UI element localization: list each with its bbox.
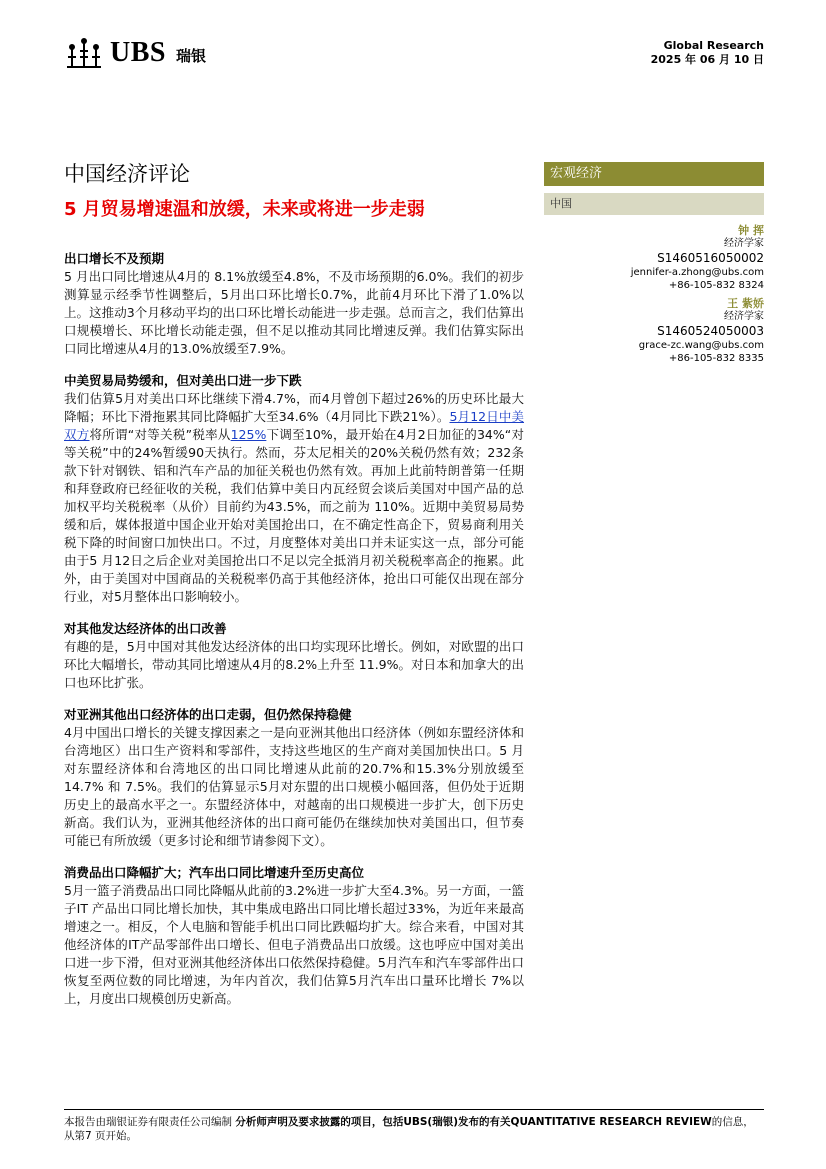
analyst-card [639,297,764,365]
section-text [64,390,524,606]
section-heading: 出口增长不及预期 [64,251,165,266]
section-text-part: 下调至10%，最开始在4月2日加征的34%“对等关税”中的24%暂缓90天执行。然而，芬太尼相关的20%关税仍然有效；232条款下针对钢铁、铝和汽车产品的加征关税也仍然有效。再加上此前特朗普第一任期和拜登政府已经征收的关税，我们估算中美日内瓦经贸会谈后美国对中国产品的总加权平均关税税率（从价）目前约为43.5%，而之前为 110%。近期中美贸易局势缓和后，媒体报道中国企业开始对美国抢出口，在不确定性高企下，贸易商利用关税下降的时间窗口加快出口。不过，月度整体对美出口并未证实这一点，部分可能由于5 月12日之后企业对美国抢出口不足以完全抵消月初关税税率高企的拖累。此外，由于美国对中国商品的关税税率仍高于其他经济体，抢出口可能仅出现在部分行业，对5月整体出口影响较小。 [64,427,524,604]
report-title: 中国经济评论 [64,162,190,186]
section-asia-exporters [64,705,524,850]
section-consumer-auto [64,863,524,1008]
report-subtitle: 5 月贸易增速温和放缓，未来或将进一步走弱 [64,199,425,220]
section-export-growth [64,250,524,358]
analyst-email[interactable]: jennifer-a.zhong@ubs.com [630,267,764,278]
analyst-phone: +86-105-832 8335 [668,353,764,364]
section-heading: 对其他发达经济体的出口改善 [64,621,227,636]
section-text-part: 将所谓“对等关税”税率从 [89,427,231,442]
section-heading: 对亚洲其他出口经济体的出口走弱，但仍然保持稳健 [64,707,352,722]
analyst-name: 钟 挥 [738,224,764,237]
analyst-phone: +86-105-832 8324 [668,280,764,291]
analyst-name: 王 紫娇 [727,297,764,310]
report-body [64,250,524,1021]
section-text: 有趣的是，5月中国对其他发达经济体的出口均实现环比增长。例如，对欧盟的出口环比大幅增长，带动其同比增速从4月的8.2%上升至 11.9%。对日本和加拿大的出口也环比扩张。 [64,639,524,690]
region-banner: 中国 [544,193,764,215]
ubs-keys-icon [64,36,104,70]
analyst-license: S1460516050002 [657,251,764,265]
footer-divider [64,1109,764,1110]
section-us-trade [64,371,524,606]
header-meta [651,39,764,67]
section-text: 4月中国出口增长的关键支撑因素之一是向亚洲其他出口经济体（例如东盟经济体和台湾地区）出口生产资料和零部件，支持这些地区的生产商对美国加快出口。5 月对东盟经济体和台湾地区的出口同比增速从此前的20.7%和15.3%分别放缓至14.7% 和 7.5%。我们的估算显示5月对东盟的出口规模小幅回落，但仍处于近期历史上的最高水平之一。东盟经济体中，对越南的出口规模进一步扩大，创下历史新高。我们认为，亚洲其他经济体的出口商可能仍在继续加快对美国出口，但节奏可能已有所放缓（更多讨论和细节请参阅下文）。 [64,725,524,848]
analyst-role: 经济学家 [724,238,764,249]
footer-suffix: 的信息，从第7 页开始。 [64,1116,754,1142]
section-heading: 中美贸易局势缓和，但对美出口进一步下跌 [64,373,302,388]
footer-disclosure [64,1115,764,1143]
ubs-logo [64,36,206,70]
section-text-part: 我们估算5月对美出口环比继续下滑4.7%，而4月曾创下超过26%的历史环比最大降幅；环比下滑拖累其同比降幅扩大至34.6%（4月同比下跌21%）。 [64,391,524,424]
brand-name: UBS [110,37,166,68]
section-developed-economies [64,619,524,692]
reference-link-may12[interactable]: 5月12日中美双方 [64,409,525,442]
analyst-email[interactable]: grace-zc.wang@ubs.com [638,340,764,351]
analyst-license: S1460524050003 [657,324,764,338]
publication-name: Global Research [663,39,764,52]
section-text: 5月一篮子消费品出口同比降幅从此前的3.2%进一步扩大至4.3%。另一方面，一篮子IT 产品出口同比增长加快，其中集成电路出口同比增长超过33%，为近年来最高增速之一。相反，个人电脑和智能手机出口同比跌幅均扩大。综合来看，中国对其他经济体的IT产品零部件出口增长、但电子消费品出口放缓。这也呼应中国对美出口进一步下滑，但对亚洲其他经济体出口依然保持稳健。5月汽车和汽车零部件出口恢复至两位数的同比增速，为年内首次，我们估算5月汽车出口量环比增长 7%以上，月度出口规模创历史新高。 [64,883,524,1006]
reference-link-125[interactable]: 125% [230,427,267,442]
section-text: 5 月出口同比增速从4月的 8.1%放缓至4.8%，不及市场预期的6.0%。我们的初步测算显示经季节性调整后，5月出口环比增长0.7%，此前4月环比下滑了1.0%以上。这推动3个月移动平均的出口环比增长动能进一步走强。总而言之，我们估算出口规模增长、环比增长动能走强，但不足以推动其同比增速反弹。我们估算实际出口同比增速从4月的13.0%放缓至7.9%。 [64,269,524,356]
analyst-card [631,224,764,292]
category-banner: 宏观经济 [544,162,764,186]
footer-disclosure-bold[interactable]: 分析师声明及要求披露的项目，包括UBS(瑞银)发布的有关QUANTITATIVE RESEARCH REVIEW [235,1116,712,1128]
footer-prefix: 本报告由瑞银证券有限责任公司编制 [64,1116,236,1128]
analyst-role: 经济学家 [724,311,764,322]
report-date: 2025 年 06 月 10 日 [650,53,764,66]
brand-name-cn: 瑞银 [175,46,206,65]
section-heading: 消费品出口降幅扩大；汽车出口同比增速升至历史高位 [64,865,365,880]
